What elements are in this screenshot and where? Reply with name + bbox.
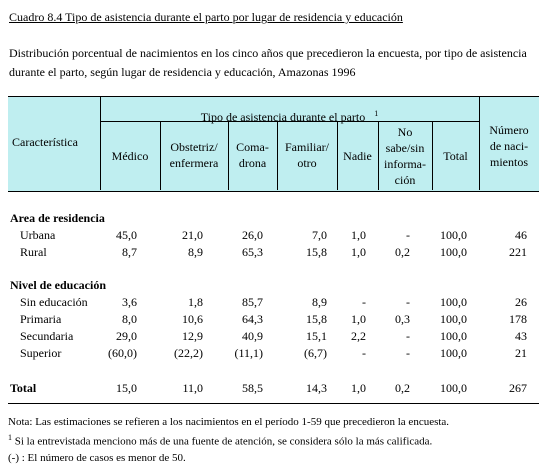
col-no-sabe: No sabe/sin informa- ción: [384, 125, 426, 187]
col-numero: Número de naci- mientos: [489, 123, 529, 169]
row-label: Rural: [20, 245, 47, 259]
total-cell: 15,0: [116, 381, 137, 395]
note-2-text: Si la entrevistada menciono más de una fuente de atención, se considera sólo la más calificada.: [14, 435, 433, 448]
table-cell: (60,0): [108, 346, 137, 360]
total-cell: 100,0: [440, 381, 467, 395]
table-cell: 1,8: [188, 295, 203, 309]
total-cell: 58,5: [242, 381, 263, 395]
col-obstetriz: Obstetriz/ enfermera: [169, 140, 219, 170]
table-cell: -: [406, 346, 410, 360]
table-cell: 12,9: [182, 329, 203, 343]
table-title: Cuadro 8.4 Tipo de asistencia durante el parto por lugar de residencia y educación: [9, 10, 403, 24]
total-cell: 0,2: [395, 381, 410, 395]
table-cell: (11,1): [234, 346, 263, 360]
col-comadrona: Coma- drona: [236, 140, 269, 170]
note-1: Nota: Las estimaciones se refieren a los nacimientos en el período 1-59 que precedieron la encuesta.: [8, 416, 450, 428]
table-cell: 100,0: [440, 329, 467, 343]
row-label: Urbana: [20, 228, 56, 242]
total-cell: 1,0: [351, 381, 366, 395]
table-cell: 26,0: [242, 228, 263, 242]
col-total: Total: [443, 149, 468, 163]
table-cell: -: [362, 295, 366, 309]
table-cell: 65,3: [242, 245, 263, 259]
table-cell: 100,0: [440, 228, 467, 242]
note-2-sup: 1: [8, 433, 12, 442]
table-cell: 21: [515, 346, 527, 360]
table-cell: -: [406, 228, 410, 242]
table-cell: (6,7): [304, 346, 327, 360]
table-cell: 10,6: [182, 312, 203, 326]
table-cell: 221: [509, 245, 527, 259]
table-cell: 1,0: [351, 245, 366, 259]
section-title: Nivel de educación: [10, 278, 106, 292]
row-label: Superior: [20, 346, 62, 360]
table-cell: 85,7: [242, 295, 263, 309]
row-label: Sin educación: [20, 295, 88, 309]
table-cell: 46: [515, 228, 527, 242]
table-cell: 100,0: [440, 312, 467, 326]
table-cell: -: [406, 295, 410, 309]
table-cell: 29,0: [116, 329, 137, 343]
header-group-label: Tipo de asistencia durante el parto: [200, 110, 366, 124]
total-cell: 267: [509, 381, 527, 395]
table-cell: 26: [515, 295, 527, 309]
table-cell: 8,0: [122, 312, 137, 326]
table-cell: 178: [509, 312, 527, 326]
table-cell: 1,0: [351, 228, 366, 242]
table-cell: (22,2): [174, 346, 203, 360]
table-cell: 64,3: [242, 312, 263, 326]
note-2: [8, 433, 432, 448]
table-cell: 45,0: [116, 228, 137, 242]
row-label: Primaria: [20, 312, 62, 326]
row-label: Secundaria: [20, 329, 74, 343]
table-cell: 15,1: [306, 329, 327, 343]
table-cell: 15,8: [306, 312, 327, 326]
table-cell: 3,6: [122, 295, 137, 309]
header-caracteristica: Característica: [12, 135, 78, 149]
section-title: Area de residencia: [10, 211, 105, 225]
table-cell: 8,7: [122, 245, 137, 259]
header-group-sup: 1: [374, 109, 379, 118]
table-cell: 7,0: [312, 228, 327, 242]
table-cell: 100,0: [440, 245, 467, 259]
table-cell: 0,3: [395, 312, 410, 326]
table-cell: 0,2: [395, 245, 410, 259]
table-cell: 2,2: [351, 329, 366, 343]
table-cell: 8,9: [312, 295, 327, 309]
col-familiar: Familiar/ otro: [285, 140, 329, 170]
table-cell: -: [362, 346, 366, 360]
table-cell: 15,8: [306, 245, 327, 259]
total-label: Total: [10, 381, 37, 395]
table-subtitle: Distribución porcentual de nacimientos en los cinco años que precedieron la encuesta, por tipo de asistencia durante el parto, según lugar de residencia y educación, Amazonas 1996: [9, 46, 527, 79]
col-medico: Médico: [111, 149, 149, 163]
table-cell: 8,9: [188, 245, 203, 259]
table-cell: 43: [515, 329, 527, 343]
table-cell: 21,0: [182, 228, 203, 242]
total-cell: 14,3: [306, 381, 327, 395]
table-cell: 100,0: [440, 295, 467, 309]
table-cell: 1,0: [351, 312, 366, 326]
note-3: (-) : El número de casos es menor de 50.: [8, 452, 186, 464]
col-nadie: Nadie: [343, 149, 372, 163]
total-cell: 11,0: [182, 381, 203, 395]
table-cell: -: [406, 329, 410, 343]
table-cell: 100,0: [440, 346, 467, 360]
table-cell: 40,9: [242, 329, 263, 343]
header-group: [100, 106, 479, 125]
